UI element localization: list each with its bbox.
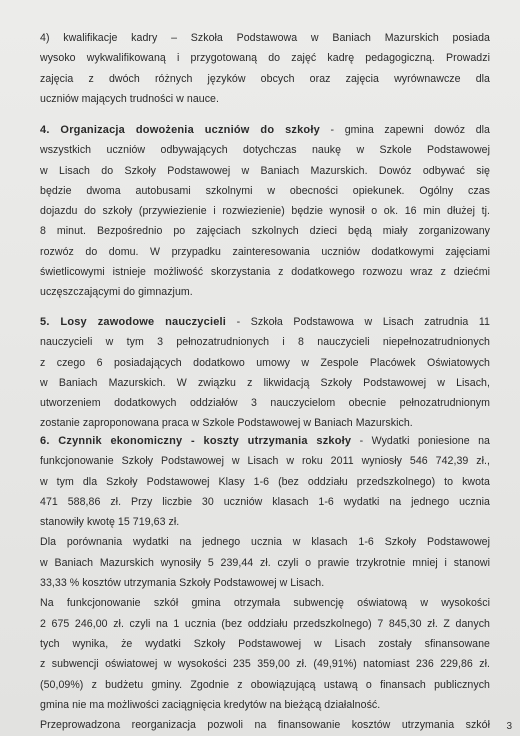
section-czynnik-ekonomiczny bbox=[40, 431, 490, 735]
text-line: (50,09%) z budżetu gminy. Zgodnie z obowiązującą ustawą o finansach publicznych bbox=[40, 678, 490, 691]
section-heading-line bbox=[40, 312, 490, 332]
text-line: utworzeniem dodatkowych oddziałów 3 nauczycielom obecnie pełnozatrudnionym bbox=[40, 397, 490, 410]
text-line: uczniów mających trudności w nauce. bbox=[40, 92, 219, 105]
text-line: gmina nie ma możliwości zaciągnięcia kredytów na bieżącą działalność. bbox=[40, 698, 381, 711]
text-line: w Baniach Mazurskich. W związku z likwidacją Szkoły Podstawowej w Lisach, bbox=[40, 376, 490, 389]
section-kwalifikacje-kadry bbox=[40, 28, 490, 109]
text-line: dojazdu do szkoły (przywiezienie i rozwiezienie) będzie wynosił o ok. 16 min dłużej tj. bbox=[40, 205, 490, 218]
heading-continuation: - Wydatki poniesione na bbox=[351, 435, 490, 447]
text-line: tych wynika, że wydatki Szkoły Podstawowej w Lisach zostały sfinansowane bbox=[40, 637, 490, 650]
text-line: nauczycieli w tym 3 pełnozatrudnionych i 8 nauczycieli niepełnozatrudnionych bbox=[40, 336, 490, 349]
text-line: 8 minut. Bezpośrednio po zajęciach szkolnych dzieci będą miały zorganizowany bbox=[40, 225, 490, 238]
text-line: rozwóz do domu. W przypadku zainteresowania uczniów dodatkowymi zajęciami bbox=[40, 245, 490, 258]
text-line: 4) kwalifikacje kadry – Szkoła Podstawowa w Baniach Mazurskich posiada bbox=[40, 32, 490, 44]
text-line: w Baniach Mazurskich wynosiły 5 239,44 zł. czyli o prawie trzykrotnie mniej i stanowi bbox=[40, 556, 490, 569]
text-line: zostanie zaproponowana praca w Szkole Podstawowej w Baniach Mazurskich. bbox=[40, 417, 413, 430]
text-line: 33,33 % kosztów utrzymania Szkoły Podstawowej w Lisach. bbox=[40, 577, 325, 590]
text-line: z subwencji oświatowej w wysokości 235 359,00 zł. (49,91%) natomiast 236 229,86 zł. bbox=[40, 658, 490, 671]
text-line: stanowiły kwotę 15 719,63 zł. bbox=[40, 516, 180, 529]
text-line: 2 675 246,00 zł. czyli na 1 ucznia (bez oddziału przedszkolnego) 7 845,30 zł. Z danych bbox=[40, 617, 490, 630]
section-heading: 4. Organizacja dowożenia uczniów do szkoły bbox=[40, 124, 320, 136]
heading-continuation: - gmina zapewni dowóz dla bbox=[319, 124, 490, 136]
text-line: 471 588,86 zł. Przy liczbie 30 uczniów klasach 1-6 wydatki na jednego ucznia bbox=[40, 495, 490, 508]
text-line: Dla porównania wydatki na jednego ucznia w klasach 1-6 Szkoły Podstawowej bbox=[40, 536, 490, 549]
page-number: 3 bbox=[506, 721, 512, 732]
text-line: funkcjonowanie Szkoły Podstawowej w Lisach w roku 2011 wyniosły 546 742,39 zł., bbox=[40, 455, 490, 468]
text-line: z czego 6 posiadających dodatkowo umowy w Zespole Placówek Oświatowych bbox=[40, 356, 490, 369]
text-line: uczęszczającymi do gimnazjum. bbox=[40, 286, 193, 299]
section-heading: 6. Czynnik ekonomiczny - koszty utrzymania szkoły bbox=[40, 435, 352, 447]
text-line: wysoko wykwalifikowaną i przygotowaną do zajęć kadrę pedagogiczną. Prowadzi bbox=[40, 52, 490, 65]
text-line: w Lisach do Szkoły Podstawowej w Baniach Mazurskich. Dowóz odbywać się bbox=[40, 164, 490, 177]
section-heading-line bbox=[40, 120, 490, 140]
text-line: wszystkich uczniów odbywających dotychczas naukę w Szkole Podstawowej bbox=[40, 144, 490, 157]
text-line: zajęcia z dwóch różnych języków obcych oraz zajęcia wyrównawcze dla bbox=[40, 72, 490, 85]
section-heading-line bbox=[40, 431, 490, 451]
text-line: świetlicowymi istnieje możliwość skorzystania z dodatkowego rozwozu wraz z dziećmi bbox=[40, 266, 490, 279]
text-line: będzie dwoma autobusami szkolnymi w obecności opiekunek. Ogólny czas bbox=[40, 184, 490, 197]
heading-continuation: - Szkoła Podstawowa w Lisach zatrudnia 11 bbox=[226, 316, 490, 328]
section-heading: 5. Losy zawodowe nauczycieli bbox=[40, 316, 227, 328]
text-line: Przeprowadzona reorganizacja pozwoli na finansowanie kosztów utrzymania szkół bbox=[40, 719, 490, 732]
text-line: w tym dla Szkoły Podstawowej Klasy 1-6 (bez oddziału przedszkolnego) to kwota bbox=[40, 475, 490, 488]
section-organizacja-dowozenia bbox=[40, 120, 490, 303]
text-line: Na funkcjonowanie szkół gmina otrzymała subwencję oświatową w wysokości bbox=[40, 597, 490, 610]
section-losy-zawodowe bbox=[40, 312, 490, 434]
